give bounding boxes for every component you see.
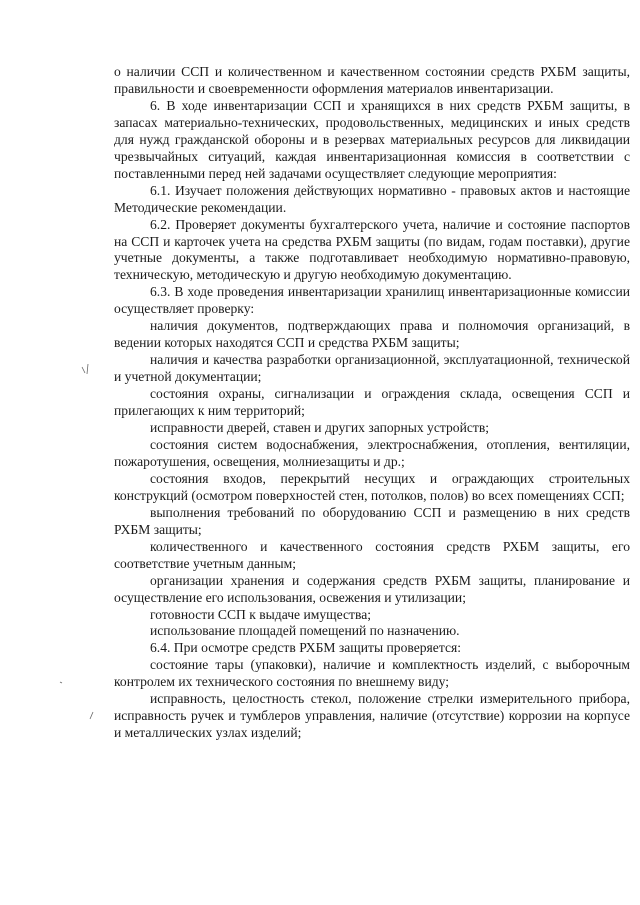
paragraph: 6.4. При осмотре средств РХБМ защиты проверяется: bbox=[150, 640, 462, 656]
paragraph: 6. В ходе инвентаризации ССП и хранящихся в них средств РХБМ защиты, в запасах материально-технических, продовольственных, медицинских и иных средств для нужд гражданской обороны и в резервах материальных ресурсов для ликвидации чрезвычайных ситуаций, каждая инвентаризационная комиссия в соответствии с поставленными перед ней задачами осуществляет следующие мероприятия: bbox=[114, 97, 630, 181]
paragraph: количественного и качественного состояния средств РХБМ защиты, его соответствие учетным данным; bbox=[114, 538, 630, 571]
paragraph: состояния входов, перекрытий несущих и ограждающих строительных конструкций (осмотром поверхностей стен, потолков, полов) во всех помещениях ССП; bbox=[114, 470, 630, 503]
paragraph: 6.3. В ходе проведения инвентаризации хранилищ инвентаризационные комиссии осуществляет проверку: bbox=[114, 284, 630, 317]
paragraph: состояния систем водоснабжения, электроснабжения, отопления, вентиляции, пожаротушения, освещения, молниезащиты и др.; bbox=[114, 436, 630, 469]
paragraph: состояния охраны, сигнализации и ограждения склада, освещения ССП и прилегающих к ним территорий; bbox=[114, 386, 630, 419]
scan-mark bbox=[90, 712, 93, 719]
paragraph: состояние тары (упаковки), наличие и комплектность изделий, с выборочным контролем их технического состояния по внешнему виду; bbox=[114, 657, 630, 690]
scan-mark bbox=[60, 682, 62, 683]
scan-mark bbox=[82, 364, 88, 374]
paragraph: о наличии ССП и количественном и качественном состоянии средств РХБМ защиты, правильности и своевременности оформления материалов инвентаризации. bbox=[114, 64, 630, 96]
paragraph: исправности дверей, ставен и других запорных устройств; bbox=[150, 420, 490, 436]
paragraph: наличия и качества разработки организационной, эксплуатационной, технической и учетной документации; bbox=[114, 352, 630, 385]
paragraph: выполнения требований по оборудованию ССП и размещению в них средств РХБМ защиты; bbox=[114, 504, 630, 537]
document-page bbox=[114, 64, 630, 742]
paragraph: организации хранения и содержания средств РХБМ защиты, планирование и осуществление его использования, освежения и утилизации; bbox=[114, 572, 630, 605]
paragraph: исправность, целостность стекол, положение стрелки измерительного прибора, исправность ручек и тумблеров управления, наличие (отсутствие) коррозии на корпусе и металлических узлах изделий; bbox=[114, 691, 630, 741]
paragraph: наличия документов, подтверждающих права и полномочия организаций, в ведении которых находятся ССП и средства РХБМ защиты; bbox=[114, 318, 630, 351]
paragraph: использование площадей помещений по назначению. bbox=[150, 623, 460, 639]
paragraph: готовности ССП к выдаче имущества; bbox=[150, 606, 372, 622]
paragraph: 6.1. Изучает положения действующих нормативно - правовых актов и настоящие Методические рекомендации. bbox=[114, 182, 630, 215]
paragraph: 6.2. Проверяет документы бухгалтерского учета, наличие и состояние паспортов на ССП и карточек учета на средства РХБМ защиты (по видам, годам поставки), другие учетные документы, а также подготавливает необходимую нормативно-правовую, техническую, методическую и другую необходимую документацию. bbox=[114, 216, 630, 283]
